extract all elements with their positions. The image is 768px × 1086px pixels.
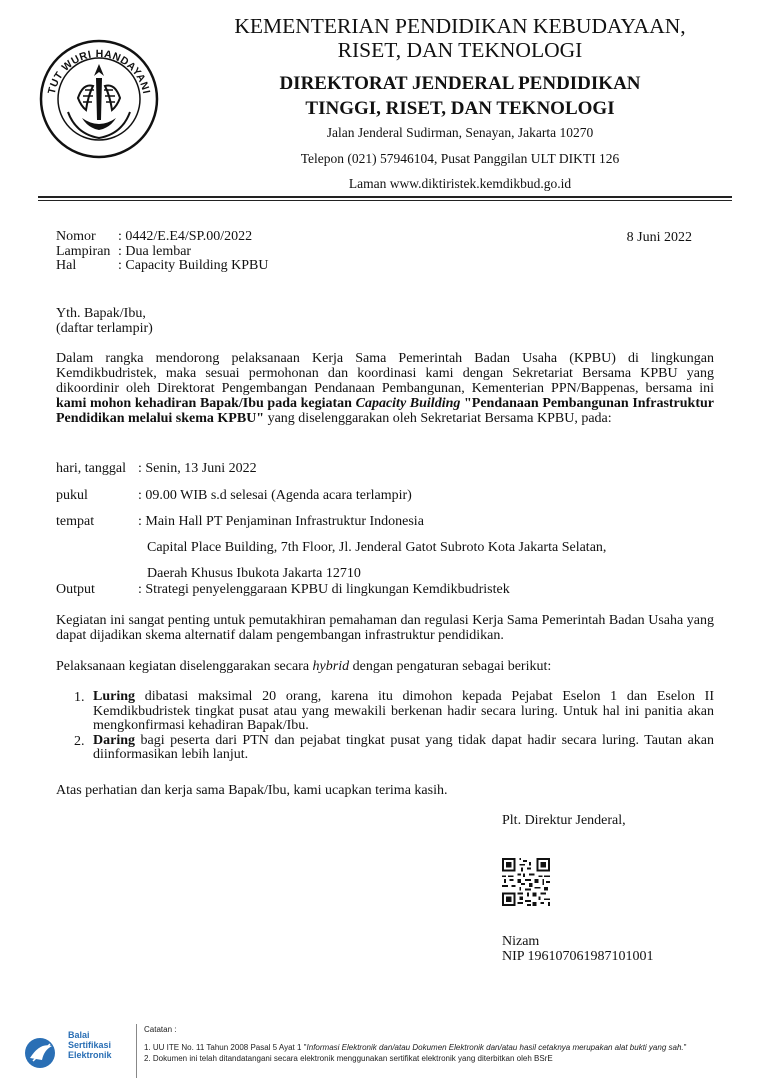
time-label: pukul xyxy=(56,488,88,503)
recipient-line1: Yth. Bapak/Ibu, xyxy=(56,306,146,321)
phone: Telepon (021) 57946104, Pusat Panggilan ULT DIKTI 126 xyxy=(300,151,620,166)
list-item-number: 1. xyxy=(74,690,85,705)
website: Laman www.diktiristek.kemdikbud.go.id xyxy=(348,176,572,191)
note-2: 2. Dokumen ini telah ditandatangani secara elektronik menggunakan sertifikat elektronik yang diterbitkan oleh BSrE xyxy=(144,1054,553,1063)
directorate-name-line1: DIREKTORAT JENDERAL PENDIDIKAN xyxy=(279,73,641,94)
header-divider xyxy=(38,196,732,198)
bse-line1: Balai xyxy=(68,1030,90,1040)
lampiran-label: Lampiran xyxy=(56,243,111,259)
place-value-3: Daerah Khusus Ibukota Jakarta 12710 xyxy=(147,566,361,581)
hybrid-text-1: Pelaksanaan kegiatan diselenggarakan secara xyxy=(56,659,313,674)
intro-text-1: Dalam rangka mendorong pelaksanaan Kerja Sama Pemerintah Badan Usaha (KPBU) di lingkungan Kemdikbudristek, maka sesuai permohonan dan koordinasi kami dengan Sekretariat Bersama KPBU yang dikoordinir oleh Direktorat Pengembangan Pendanaan Pembangunan, Kementerian PPN/Bappenas, bersama ini xyxy=(56,351,714,396)
footer-notes xyxy=(144,1024,686,1064)
signatory-name: Nizam xyxy=(502,934,540,949)
intro-bold-italic: Capacity Building xyxy=(355,396,461,411)
address: Jalan Jenderal Sudirman, Senayan, Jakarta 10270 xyxy=(326,125,594,140)
output-value: : Strategi penyelenggaraan KPBU di lingkungan Kemdikbudristek xyxy=(138,582,510,597)
output-label: Output xyxy=(56,582,95,597)
list-item-text: bagi peserta dari PTN dan pejabat tingkat pusat yang tidak dapat hadir secara luring. Tautan akan diinformasikan lebih lanjut. xyxy=(93,732,714,762)
time-value: : 09.00 WIB s.d selesai (Agenda acara terlampir) xyxy=(138,488,412,503)
paragraph-hybrid xyxy=(56,659,714,674)
recipient-line2: (daftar terlampir) xyxy=(56,321,153,336)
bse-line3: Elektronik xyxy=(68,1050,112,1060)
note-1-number: 1. xyxy=(144,1043,151,1052)
list-item xyxy=(56,690,714,734)
signature-title: Plt. Direktur Jenderal, xyxy=(502,813,626,828)
signatory-nip: NIP 196107061987101001 xyxy=(502,949,654,964)
ministry-name-line2: RISET, DAN TEKNOLOGI xyxy=(337,38,583,62)
bse-logo xyxy=(22,1036,62,1070)
intro-bold-1: kami mohon kehadiran Bapak/Ibu pada kegiatan xyxy=(56,396,356,411)
letter-meta xyxy=(56,230,269,274)
place-value-1: : Main Hall PT Penjaminan Infrastruktur Indonesia xyxy=(138,514,424,529)
list-item-bold: Luring xyxy=(93,689,136,704)
directorate-name-line2: TINGGI, RISET, DAN TEKNOLOGI xyxy=(305,98,615,119)
list-item-number: 2. xyxy=(74,733,85,749)
paragraph-intro xyxy=(56,351,714,426)
hal-value: : Capacity Building KPBU xyxy=(118,258,269,273)
place-value-2: Capital Place Building, 7th Floor, Jl. Jenderal Gatot Subroto Kota Jakarta Selatan, xyxy=(147,540,607,555)
day-value: : Senin, 13 Juni 2022 xyxy=(138,461,257,476)
tut-wuri-handayani-logo xyxy=(38,38,160,160)
hybrid-text-2: dengan pengaturan sebagai berikut: xyxy=(349,659,552,674)
recipient xyxy=(56,306,714,336)
notes-title: Catatan : xyxy=(144,1025,177,1034)
paragraph-closing: Atas perhatian dan kerja sama Bapak/Ibu, kami ucapkan terima kasih. xyxy=(56,783,448,798)
paragraph-importance: Kegiatan ini sangat penting untuk pemutakhiran pemahaman dan regulasi Kerja Sama Pemerintah Badan Usaha yang dapat dijadikan skema alternatif dalam pengembangan infrastruktur pendidikan. xyxy=(56,613,714,643)
day-label: hari, tanggal xyxy=(56,461,126,476)
ministry-name-line1: KEMENTERIAN PENDIDIKAN KEBUDAYAAN, xyxy=(234,14,686,38)
nomor-label: Nomor xyxy=(56,229,96,244)
note-1-text: UU ITE No. 11 Tahun 2008 Pasal 5 Ayat 1 " xyxy=(152,1043,307,1052)
list-item-bold: Daring xyxy=(93,732,135,748)
place-label: tempat xyxy=(56,514,95,529)
note-1-italic: Informasi Elektronik dan/atau Dokumen Elektronik dan/atau hasil cetaknya merupakan alat bukti yang sah. xyxy=(306,1043,684,1052)
bse-line2: Sertifikasi xyxy=(68,1040,112,1050)
header-divider-thin xyxy=(38,200,732,201)
qr-code-icon xyxy=(502,858,550,906)
footer-divider xyxy=(136,1024,137,1078)
logo-motto: TUT WURI HANDAYANI xyxy=(45,47,153,96)
note-1 xyxy=(144,1042,686,1053)
hybrid-italic: hybrid xyxy=(312,659,350,674)
arrangement-list xyxy=(56,690,714,763)
nomor-value: : 0442/E.E4/SP.00/2022 xyxy=(118,229,253,244)
intro-bold-2: "Pendanaan Pembangunan Infrastruktur Pendidikan melalui skema KPBU" xyxy=(56,396,715,426)
intro-text-2: yang diselenggarakan oleh Sekretariat Bersama KPBU, pada: xyxy=(264,411,612,426)
bse-name xyxy=(68,1030,112,1060)
letter-date: 8 Juni 2022 xyxy=(626,230,692,245)
list-item xyxy=(56,734,714,763)
note-1-end: " xyxy=(683,1043,687,1052)
hal-label: Hal xyxy=(56,258,77,273)
lampiran-value: : Dua lembar xyxy=(118,243,192,259)
list-item-text: dibatasi maksimal 20 orang, karena itu dimohon kepada Pejabat Eselon 1 dan Eselon II Kemdikbudristek tingkat pusat atau yang mewakili berkenan hadir secara luring. Untuk hal ini panitia akan mengkonfirmasi kehadiran Bapak/Ibu. xyxy=(93,689,714,733)
